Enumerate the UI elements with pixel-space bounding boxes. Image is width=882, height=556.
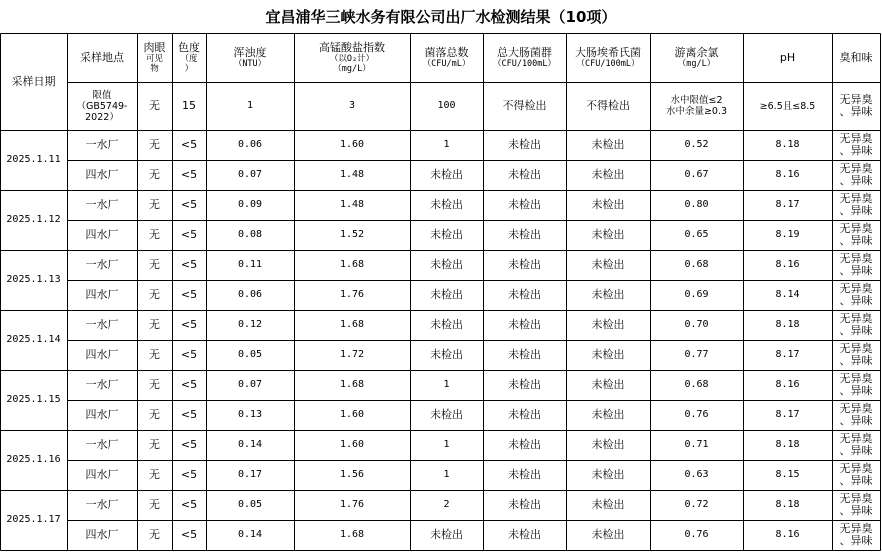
header-turbidity: [206, 33, 294, 82]
cell-color: <5: [180, 498, 198, 511]
cell-colony: 未检出: [430, 528, 463, 541]
limit-site-line: （GB5749-: [76, 100, 128, 112]
cell-ph: 8.19: [775, 229, 800, 240]
cell-ecoli: 未检出: [591, 348, 625, 361]
cell-visible: 无: [149, 378, 160, 391]
date-cell: 2025.1.12: [6, 214, 61, 225]
header-visible-line: 肉眼: [143, 40, 166, 54]
cell-chlorine: 0.52: [684, 139, 709, 150]
cell-ph: 8.17: [775, 199, 800, 210]
cell-odor-line: 、异味: [839, 174, 873, 187]
cell-ecoli: 未检出: [591, 378, 625, 391]
header-ecoli: [566, 33, 650, 82]
cell-odor-line: 、异味: [839, 264, 873, 277]
cell-chlorine: 0.70: [684, 319, 709, 330]
cell-odor-line: 、异味: [839, 234, 873, 247]
header-coliform: [483, 33, 566, 82]
cell-odor: [832, 340, 880, 370]
cell-odor: [832, 310, 880, 340]
limit-site: [67, 82, 137, 130]
header-cod: [294, 33, 410, 82]
cell-chlorine: 0.68: [684, 259, 709, 270]
limit-visible: 无: [149, 99, 160, 112]
cell-odor: [832, 370, 880, 400]
date-cell: 2025.1.15: [6, 394, 61, 405]
cell-ecoli: 未检出: [591, 168, 625, 181]
cell-color: <5: [180, 378, 198, 391]
cell-visible: 无: [149, 408, 160, 421]
cell-colony: 1: [443, 439, 450, 450]
cell-colony: 未检出: [430, 258, 463, 271]
cell-ecoli: 未检出: [591, 228, 625, 241]
limit-chlorine-line: 水中余量≥0.3: [665, 106, 728, 117]
header-date: 采样日期: [11, 74, 56, 88]
header-turbidity-line: 浑浊度: [233, 45, 267, 59]
cell-color: <5: [180, 468, 198, 481]
limit-site-line: 限值: [92, 89, 112, 101]
cell-ecoli: 未检出: [591, 318, 625, 331]
cell-visible: 无: [149, 228, 160, 241]
cell-odor: [832, 130, 880, 160]
cell-chlorine: 0.77: [684, 349, 709, 360]
header-ph: pH: [779, 50, 796, 64]
cell-cod: 1.60: [339, 139, 365, 150]
cell-site: 一水厂: [85, 438, 119, 451]
cell-odor-line: 无异臭: [839, 252, 873, 265]
cell-turbidity: 0.14: [237, 439, 263, 450]
cell-color: <5: [180, 168, 198, 181]
limit-site-line: 2022）: [85, 111, 119, 123]
cell-site: 一水厂: [85, 138, 119, 151]
cell-odor: [832, 190, 880, 220]
cell-ecoli: 未检出: [591, 498, 625, 511]
cell-ph: 8.16: [775, 529, 800, 540]
cell-coliform: 未检出: [508, 438, 541, 451]
header-visible: [137, 33, 172, 82]
cell-color: <5: [180, 198, 198, 211]
cell-colony: 1: [443, 379, 450, 390]
cell-colony: 未检出: [430, 408, 463, 421]
cell-visible: 无: [149, 318, 160, 331]
cell-coliform: 未检出: [508, 318, 541, 331]
cell-chlorine: 0.67: [684, 169, 709, 180]
cell-coliform: 未检出: [508, 498, 541, 511]
cell-ecoli: 未检出: [591, 138, 625, 151]
limit-chlorine-line: 水中限值≤2: [670, 95, 723, 106]
cell-odor-line: 、异味: [839, 414, 873, 427]
cell-colony: 未检出: [430, 228, 463, 241]
cell-turbidity: 0.09: [237, 199, 263, 210]
cell-cod: 1.68: [339, 529, 365, 540]
cell-odor-line: 、异味: [839, 444, 873, 457]
cell-site: 四水厂: [85, 288, 119, 301]
cell-chlorine: 0.72: [684, 499, 709, 510]
header-turbidity-line: （NTU）: [233, 58, 267, 69]
cell-ecoli: 未检出: [591, 198, 625, 211]
cell-chlorine: 0.68: [684, 379, 709, 390]
cell-ph: 8.18: [775, 439, 800, 450]
cell-odor: [832, 460, 880, 490]
cell-coliform: 未检出: [508, 258, 541, 271]
cell-visible: 无: [149, 468, 160, 481]
cell-chlorine: 0.71: [684, 439, 709, 450]
cell-colony: 1: [443, 469, 450, 480]
cell-cod: 1.60: [339, 439, 365, 450]
limit-turbidity: 1: [246, 100, 254, 111]
cell-turbidity: 0.05: [237, 499, 263, 510]
cell-odor-line: 无异臭: [839, 342, 873, 355]
cell-cod: 1.68: [339, 379, 365, 390]
cell-odor-line: 无异臭: [839, 162, 873, 175]
date-cell: 2025.1.17: [6, 514, 61, 525]
cell-odor: [832, 280, 880, 310]
cell-turbidity: 0.11: [237, 259, 263, 270]
header-color-line: ）: [184, 63, 194, 74]
limit-odor: [832, 82, 880, 130]
cell-site: 四水厂: [85, 528, 119, 541]
header-visible-line: 物: [150, 63, 159, 74]
cell-turbidity: 0.17: [237, 469, 263, 480]
cell-visible: 无: [149, 528, 160, 541]
cell-site: 一水厂: [85, 318, 119, 331]
cell-odor-line: 、异味: [839, 534, 873, 547]
date-cell: 2025.1.11: [6, 154, 61, 165]
cell-odor-line: 无异臭: [839, 282, 873, 295]
cell-colony: 未检出: [430, 198, 463, 211]
cell-cod: 1.48: [339, 199, 365, 210]
cell-odor-line: 无异臭: [839, 522, 873, 535]
cell-ph: 8.17: [775, 409, 800, 420]
cell-coliform: 未检出: [508, 168, 541, 181]
cell-cod: 1.76: [339, 499, 365, 510]
cell-odor: [832, 250, 880, 280]
header-cod-line: 高锰酸盐指数: [319, 40, 385, 54]
cell-cod: 1.48: [339, 169, 365, 180]
cell-color: <5: [180, 288, 198, 301]
limit-color: 15: [182, 99, 196, 112]
cell-visible: 无: [149, 168, 160, 181]
cell-coliform: 未检出: [508, 138, 541, 151]
cell-chlorine: 0.80: [684, 199, 709, 210]
cell-odor-line: 、异味: [839, 504, 873, 517]
cell-odor: [832, 220, 880, 250]
cell-coliform: 未检出: [508, 348, 541, 361]
cell-ph: 8.17: [775, 349, 800, 360]
header-colony-line: 菌落总数: [424, 45, 469, 59]
cell-turbidity: 0.07: [237, 169, 263, 180]
cell-coliform: 未检出: [508, 198, 541, 211]
cell-color: <5: [180, 408, 198, 421]
header-color-line: （度: [180, 53, 198, 64]
cell-colony: 未检出: [430, 168, 463, 181]
header-color: [172, 33, 206, 82]
cell-turbidity: 0.07: [237, 379, 263, 390]
cell-colony: 2: [443, 499, 450, 510]
header-ecoli-line: （CFU/100mL）: [576, 58, 640, 69]
cell-color: <5: [180, 138, 198, 151]
cell-site: 一水厂: [85, 198, 119, 211]
date-cell: 2025.1.13: [6, 274, 61, 285]
limit-coliform: 不得检出: [502, 99, 547, 112]
cell-visible: 无: [149, 288, 160, 301]
cell-odor-line: 、异味: [839, 474, 873, 487]
header-visible-line: 可见: [145, 53, 163, 64]
cell-cod: 1.72: [339, 349, 365, 360]
cell-cod: 1.76: [339, 289, 365, 300]
header-chlorine-line: （mg/L）: [677, 58, 716, 69]
cell-odor-line: 无异臭: [839, 492, 873, 505]
cell-chlorine: 0.65: [684, 229, 709, 240]
cell-ph: 8.15: [775, 469, 800, 480]
cell-coliform: 未检出: [508, 408, 541, 421]
cell-odor-line: 无异臭: [839, 222, 873, 235]
cell-color: <5: [180, 258, 198, 271]
cell-odor: [832, 160, 880, 190]
header-odor: 臭和味: [839, 50, 873, 64]
cell-ph: 8.16: [775, 169, 800, 180]
cell-cod: 1.68: [339, 259, 365, 270]
cell-odor-line: 、异味: [839, 324, 873, 337]
cell-site: 一水厂: [85, 258, 119, 271]
cell-color: <5: [180, 318, 198, 331]
cell-chlorine: 0.76: [684, 529, 709, 540]
cell-coliform: 未检出: [508, 288, 541, 301]
header-site: 采样地点: [80, 50, 124, 64]
header-cod-line: （mg/L）: [333, 63, 371, 74]
cell-colony: 未检出: [430, 348, 463, 361]
cell-ph: 8.16: [775, 259, 800, 270]
cell-color: <5: [180, 228, 198, 241]
cell-site: 四水厂: [85, 168, 119, 181]
cell-ecoli: 未检出: [591, 258, 625, 271]
limit-odor-line: 无异臭: [839, 93, 873, 106]
limit-ph: ≥6.5且≤8.5: [759, 100, 816, 112]
limit-cod: 3: [348, 100, 356, 111]
cell-odor-line: 无异臭: [839, 402, 873, 415]
cell-turbidity: 0.06: [237, 139, 263, 150]
cell-turbidity: 0.08: [237, 229, 263, 240]
cell-color: <5: [180, 348, 198, 361]
cell-turbidity: 0.06: [237, 289, 263, 300]
cell-chlorine: 0.69: [684, 289, 709, 300]
header-coliform-line: （CFU/100mL）: [492, 58, 557, 69]
cell-visible: 无: [149, 348, 160, 361]
cell-site: 四水厂: [85, 468, 119, 481]
cell-odor-line: 、异味: [839, 384, 873, 397]
cell-site: 四水厂: [85, 408, 119, 421]
cell-site: 一水厂: [85, 498, 119, 511]
cell-turbidity: 0.13: [237, 409, 263, 420]
header-chlorine: [650, 33, 743, 82]
cell-ph: 8.18: [775, 139, 800, 150]
cell-turbidity: 0.05: [237, 349, 263, 360]
cell-coliform: 未检出: [508, 528, 541, 541]
cell-odor: [832, 520, 880, 550]
cell-ecoli: 未检出: [591, 288, 625, 301]
cell-chlorine: 0.63: [684, 469, 709, 480]
cell-visible: 无: [149, 198, 160, 211]
cell-color: <5: [180, 438, 198, 451]
cell-turbidity: 0.14: [237, 529, 263, 540]
cell-odor-line: 、异味: [839, 354, 873, 367]
page-title: 宜昌浦华三峡水务有限公司出厂水检测结果（10项）: [265, 8, 617, 26]
cell-colony: 未检出: [430, 318, 463, 331]
header-cod-line: （以O₂计）: [329, 53, 375, 64]
cell-ph: 8.16: [775, 379, 800, 390]
cell-chlorine: 0.76: [684, 409, 709, 420]
date-cell: 2025.1.14: [6, 334, 61, 345]
cell-site: 四水厂: [85, 228, 119, 241]
cell-colony: 1: [443, 139, 450, 150]
cell-odor-line: 、异味: [839, 204, 873, 217]
cell-odor-line: 无异臭: [839, 462, 873, 475]
cell-coliform: 未检出: [508, 228, 541, 241]
cell-cod: 1.52: [339, 229, 365, 240]
cell-odor-line: 无异臭: [839, 192, 873, 205]
header-ecoli-line: 大肠埃希氏菌: [575, 45, 641, 59]
cell-colony: 未检出: [430, 288, 463, 301]
header-color-line: 色度: [178, 40, 200, 54]
header-chlorine-line: 游离余氯: [674, 45, 719, 59]
cell-ecoli: 未检出: [591, 468, 625, 481]
cell-turbidity: 0.12: [237, 319, 263, 330]
cell-ph: 8.18: [775, 499, 800, 510]
cell-odor: [832, 400, 880, 430]
cell-odor-line: 无异臭: [839, 132, 873, 145]
cell-odor-line: 无异臭: [839, 432, 873, 445]
cell-ecoli: 未检出: [591, 438, 625, 451]
cell-cod: 1.60: [339, 409, 365, 420]
cell-odor: [832, 490, 880, 520]
cell-odor-line: 无异臭: [839, 312, 873, 325]
cell-odor-line: 、异味: [839, 294, 873, 307]
limit-odor-line: 、异味: [839, 105, 873, 118]
cell-site: 一水厂: [85, 378, 119, 391]
header-colony: [410, 33, 483, 82]
cell-site: 四水厂: [85, 348, 119, 361]
cell-coliform: 未检出: [508, 378, 541, 391]
header-coliform-line: 总大肠菌群: [497, 45, 552, 59]
cell-visible: 无: [149, 138, 160, 151]
cell-ph: 8.14: [775, 289, 800, 300]
cell-ecoli: 未检出: [591, 528, 625, 541]
cell-odor: [832, 430, 880, 460]
cell-visible: 无: [149, 258, 160, 271]
cell-ph: 8.18: [775, 319, 800, 330]
date-cell: 2025.1.16: [6, 454, 61, 465]
limit-ecoli: 不得检出: [586, 99, 630, 112]
cell-cod: 1.56: [339, 469, 365, 480]
cell-color: <5: [180, 528, 198, 541]
limit-chlorine: [650, 82, 743, 130]
cell-odor-line: 无异臭: [839, 372, 873, 385]
cell-ecoli: 未检出: [591, 408, 625, 421]
limit-colony: 100: [437, 100, 456, 111]
cell-odor-line: 、异味: [839, 144, 873, 157]
cell-coliform: 未检出: [508, 468, 541, 481]
cell-visible: 无: [149, 498, 160, 511]
cell-visible: 无: [149, 438, 160, 451]
header-colony-line: （CFU/mL）: [422, 58, 471, 69]
cell-cod: 1.68: [339, 319, 365, 330]
